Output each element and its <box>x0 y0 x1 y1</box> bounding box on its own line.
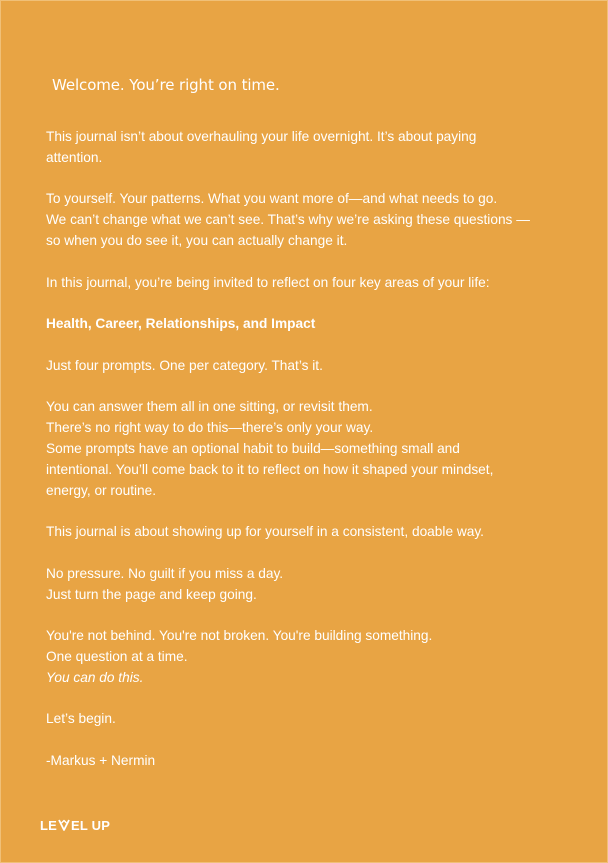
text-line: To yourself. Your patterns. What you want more of—and what needs to go. <box>46 191 498 207</box>
text-line: Just four prompts. One per category. That’s it. <box>46 357 323 373</box>
page-title: Welcome. You’re right on time. <box>52 76 280 94</box>
text-line: We can’t change what we can’t see. That’s why we’re asking these questions — <box>46 212 530 228</box>
text-line: Some prompts have an optional habit to build—something small and <box>46 440 460 456</box>
text-line: This journal is about showing up for yourself in a consistent, doable way. <box>46 524 484 540</box>
text-line: There’s no right way to do this—there’s only your way. <box>46 420 374 436</box>
paragraph-prompts <box>46 356 566 377</box>
journal-intro-text <box>46 127 566 793</box>
text-line: You can answer them all in one sitting, or revisit them. <box>46 399 373 415</box>
text-line: energy, or routine. <box>46 482 157 498</box>
paragraph-showing-up <box>46 522 566 543</box>
logo-text-start: LE <box>40 817 58 833</box>
text-line-italic: You can do this. <box>46 669 144 685</box>
categories-heading: Health, Career, Relationships, and Impact <box>46 316 316 332</box>
text-line: Just turn the page and keep going. <box>46 586 257 602</box>
text-line: In this journal, you’re being invited to reflect on four key areas of your life: <box>46 274 490 290</box>
text-line: intentional. You’ll come back to it to reflect on how it shaped your mindset, <box>46 461 494 477</box>
text-line: so when you do see it, you can actually change it. <box>46 232 348 248</box>
paragraph-begin <box>46 709 566 730</box>
logo-text-end: EL UP <box>71 817 111 833</box>
signature <box>46 751 566 772</box>
paragraph-no-pressure <box>46 564 566 606</box>
paragraph-categories <box>46 314 566 335</box>
signature-text: -Markus + Nermin <box>46 752 156 768</box>
paragraph-intro <box>46 127 566 169</box>
paragraph-patterns <box>46 189 566 251</box>
paragraph-how-to <box>46 397 566 501</box>
text-line: This journal isn’t about overhauling your life overnight. It’s about paying <box>46 129 477 144</box>
paragraph-areas <box>46 273 566 294</box>
text-line: Let’s begin. <box>46 711 116 727</box>
text-line: One question at a time. <box>46 648 188 664</box>
paragraph-encouragement <box>46 626 566 688</box>
text-line: No pressure. No guilt if you miss a day. <box>46 565 284 581</box>
text-line: attention. <box>46 149 103 165</box>
logo-v-arrow-icon <box>58 818 70 832</box>
text-line: You're not behind. You're not broken. You're building something. <box>46 628 433 644</box>
level-up-logo <box>40 815 110 835</box>
